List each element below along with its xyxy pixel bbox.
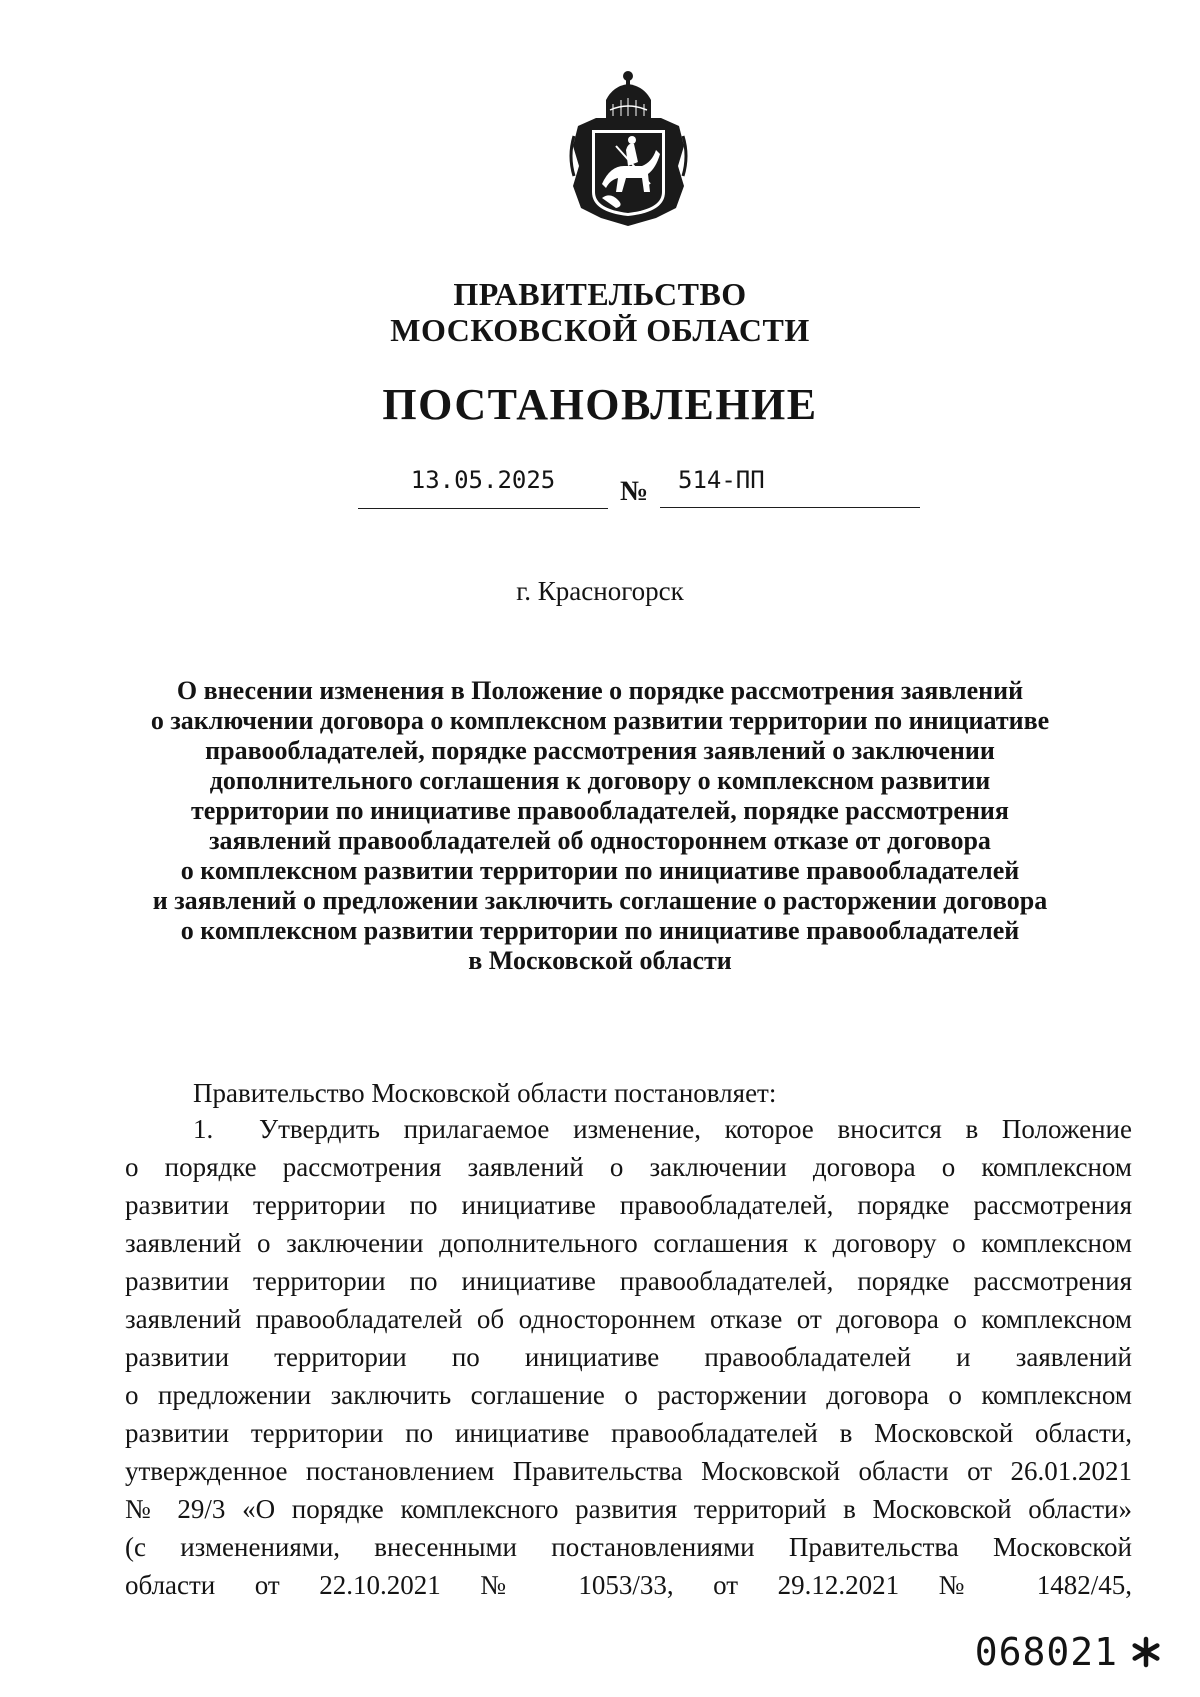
title-line: в Московской области <box>468 946 732 975</box>
title-line: о заключении договора о комплексном развитии территории по инициативе <box>150 706 1050 735</box>
coat-of-arms-icon <box>566 66 691 231</box>
title-line: о комплексном развитии территории по инициативе правообладателей <box>180 916 1020 945</box>
document-date: 13.05.2025 <box>358 464 608 509</box>
title-line: заявлений правообладателей об одностороннем отказе от договора <box>209 826 991 855</box>
paragraph-line: заявлений правообладателей об одностороннем отказе от договора о комплексном <box>125 1304 1132 1334</box>
paragraph-line <box>125 1112 1132 1150</box>
asterisk-icon <box>1130 1636 1162 1668</box>
number-sign: № <box>620 476 649 507</box>
document-type-heading: ПОСТАНОВЛЕНИЕ <box>382 380 818 429</box>
intro-line: Правительство Московской области постановляет: <box>193 1078 777 1108</box>
paragraph-line: № 29/3 «О порядке комплексного развития территорий в Московской области» <box>125 1494 1132 1524</box>
paragraph-number: 1. <box>193 1114 214 1144</box>
organization-name-line1: ПРАВИТЕЛЬСТВО <box>453 276 747 312</box>
paragraph-line: заявлений о заключении дополнительного соглашения к договору о комплексном <box>125 1228 1132 1258</box>
paragraph-line: о порядке рассмотрения заявлений о заключении договора о комплексном <box>125 1152 1132 1182</box>
paragraph-line: области от 22.10.2021 № 1053/33, от 29.12.2021 № 1482/45, <box>125 1570 1132 1600</box>
paragraph-line: развитии территории по инициативе правообладателей, порядке рассмотрения <box>125 1266 1132 1296</box>
title-line: О внесении изменения в Положение о порядке рассмотрения заявлений <box>176 676 1024 705</box>
paragraph-line-text: Утвердить прилагаемое изменение, которое вносится в Положение <box>259 1114 1132 1144</box>
paragraph-line: развитии территории по инициативе правообладателей и заявлений <box>125 1342 1132 1372</box>
paragraph-line: развитии территории по инициативе правообладателей в Московской области, <box>125 1418 1132 1448</box>
title-line: о комплексном развитии территории по инициативе правообладателей <box>180 856 1020 885</box>
paragraph-line: о предложении заключить соглашение о расторжении договора о комплексном <box>125 1380 1132 1410</box>
paragraph-line: развитии территории по инициативе правообладателей, порядке рассмотрения <box>125 1190 1132 1220</box>
city-line: г. Красногорск <box>516 576 684 606</box>
paragraph-line: (с изменениями, внесенными постановлениями Правительства Московской <box>125 1532 1132 1562</box>
organization-name-line2: МОСКОВСКОЙ ОБЛАСТИ <box>390 312 810 348</box>
title-line: территории по инициативе правообладателей, порядке рассмотрения <box>191 796 1009 825</box>
paragraph-line: утвержденное постановлением Правительства Московской области от 26.01.2021 <box>125 1456 1132 1486</box>
serial-number: 068021 <box>974 1630 1118 1674</box>
paragraph-1 <box>125 1112 1132 1606</box>
title-line: правообладателей, порядке рассмотрения заявлений о заключении <box>205 736 995 765</box>
title-line: и заявлений о предложении заключить соглашение о расторжении договора <box>152 886 1048 915</box>
title-line: дополнительного соглашения к договору о комплексном развитии <box>209 766 991 795</box>
date-number-row <box>0 464 1200 514</box>
form-serial <box>975 1628 1162 1676</box>
document-number: 514-ПП <box>660 464 920 508</box>
document-title <box>100 676 1100 976</box>
